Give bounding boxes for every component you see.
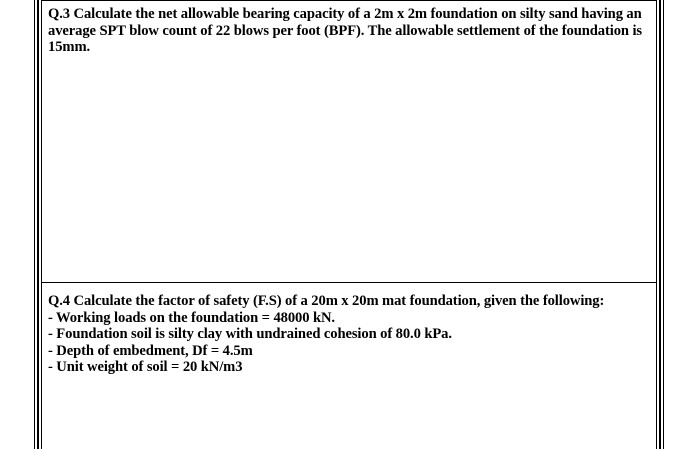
given-soil-type: - Foundation soil is silty clay with undrained cohesion of 80.0 kPa.: [48, 326, 452, 343]
question-3-text: Q.3 Calculate the net allowable bearing capacity of a 2m x 2m foundation on silty sand having an average SPT blow count of 22 blows per foot (BPF). The allowable settlement of the foundation is 15mm.: [48, 6, 643, 56]
question-4-given-list: [48, 310, 652, 376]
question-divider: [41, 282, 657, 283]
question-4-text: Q.4 Calculate the factor of safety (F.S) of a 20m x 20m mat foundation, given the following:: [48, 293, 605, 309]
right-border-rule: [656, 0, 657, 449]
left-border-rule: [41, 0, 42, 449]
given-depth-embedment: - Depth of embedment, Df = 4.5m: [48, 342, 253, 359]
left-border-rule: [34, 0, 35, 449]
left-border-rule: [37, 0, 39, 449]
question-4: [48, 293, 652, 376]
right-border-rule: [663, 0, 664, 449]
given-working-loads: - Working loads on the foundation = 48000 kN.: [48, 309, 335, 326]
given-unit-weight: - Unit weight of soil = 20 kN/m3: [48, 359, 243, 376]
question-3: [48, 6, 652, 56]
top-border-rule: [41, 0, 657, 1]
right-border-rule: [659, 0, 661, 449]
